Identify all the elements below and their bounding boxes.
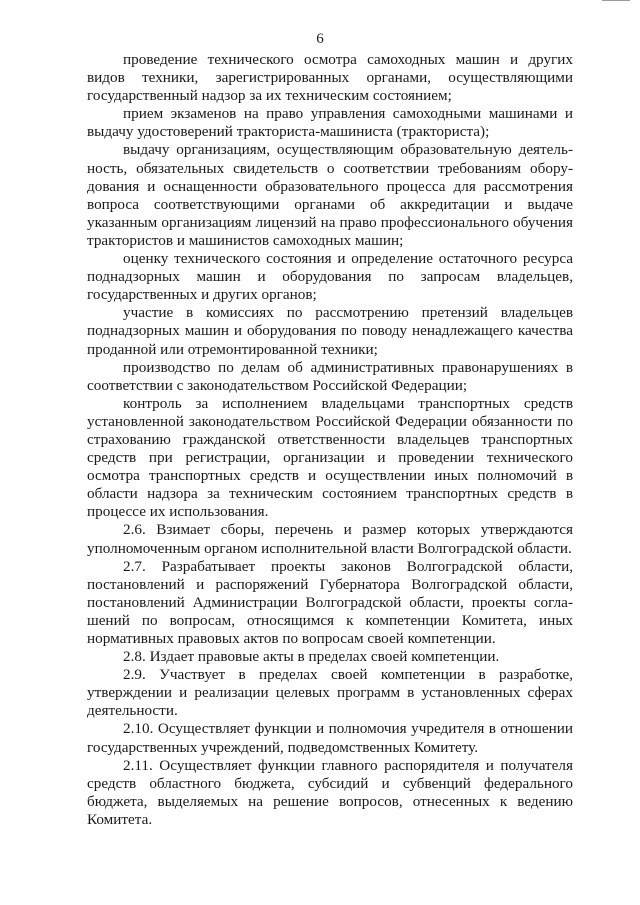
paragraph-2-8: 2.8. Издает правовые акты в пределах своей компетенции. [123,648,500,666]
document-body [87,51,573,829]
paragraph-exams: прием экзаменов на право управления самоходными машинами и выдачу удостоверений тракториста-машиниста (тракториста); [87,105,573,141]
paragraph-2-10: 2.10. Осуществляет функции и полномочия учредителя в отношении государственных учреждений, подведомственных Комитету. [87,720,573,756]
paragraph-certificates: выдачу организациям, осуществляющим образовательную деятельность, обязательных свидетельств о соответствии требованиям оборудования и оснащенности образовательного процесса для рассмотрения вопроса соответствующими органами об аккредитации и выдаче указанным организациям лицензий на право профессионального обучения трактористов и машинистов самоходных машин; [87,141,573,249]
paragraph-administrative-cases: производство по делам об административных правонарушениях в соответствии с законодательством Российской Федерации; [87,358,573,394]
paragraph-insurance-control: контроль за исполнением владельцами транспортных средств установленной законодательством Российской Федерации обязанности по страхованию гражданской ответственности владельцев транспортных средств при регистрации, организации и проведении технического осмотра транспортных средств и осуществлении иных полномочий в области надзора за техническим состоянием транспортных средств в процессе их использования. [87,394,573,521]
paragraph-2-7: 2.7. Разрабатывает проекты законов Волгоградской области, постановлений и распоряжений Губернатора Волгоградской области, постановлений Администрации Волгоградской области, проекты соглашений по вопросам, относящимся к компетенции Комитета, иных нормативных правовых актов по вопросам своей компетенции. [87,557,573,647]
paragraph-2-6: 2.6. Взимает сборы, перечень и размер которых утверждаются уполномоченным органом исполнительной власти Волгоградской области. [87,521,573,557]
paragraph-tech-inspection: проведение технического осмотра самоходных машин и других видов техники, зарегистрированных органами, осуществляющими государственный надзор за их техническим состоянием; [87,51,573,105]
paragraph-condition-assessment: оценку технического состояния и определение остаточного ресурса поднадзорных машин и оборудования по запросам владельцев, государственных и других органов; [87,250,573,304]
scan-corner-mark [602,0,630,4]
paragraph-2-11: 2.11. Осуществляет функции главного распорядителя и получателя средств областного бюджета, субсидий и субвенций федерального бюджета, выделяемых на решение вопросов, отнесенных к ведению Комитета. [87,756,573,828]
paragraph-claims-commissions: участие в комиссиях по рассмотрению претензий владельцев поднадзорных машин и оборудования по поводу ненадлежащего качества проданной или отремонтированной техники; [87,304,573,358]
page-number: 6 [316,31,324,47]
paragraph-2-9: 2.9. Участвует в пределах своей компетенции в разработке, утверждении и реализации целевых программ в установленных сферах деятельности. [87,666,573,720]
